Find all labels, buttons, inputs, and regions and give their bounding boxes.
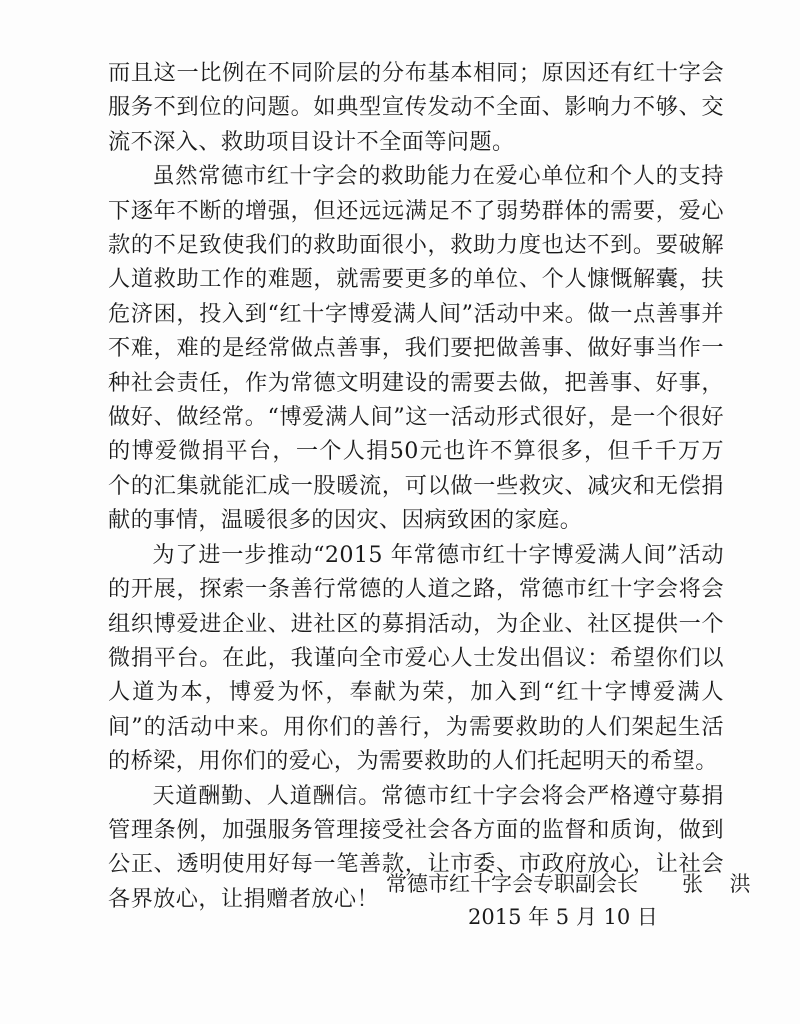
signer-title: 常德市红十字会专职副会长 xyxy=(386,872,638,896)
signature-block xyxy=(386,868,761,898)
letter-date: 2015 年 5 月 10 日 xyxy=(468,905,658,929)
paragraph: 为了进一步推动“2015 年常德市红十字博爱满人间”活动的开展，探索一条善行常德的人道之路，常德市红十字会将会组织博爱进企业、进社区的募捐活动，为企业、社区提供一个微捐平台。在此，我谨向全市爱心人士发出倡议：希望你们以人道为本，博爱为怀，奉献为荣，加入到“红十字博爱满人间”的活动中来。用你们的善行，为需要救助的人们架起生活的桥梁，用你们的爱心，为需要救助的人们托起明天的希望。 xyxy=(108,541,724,775)
paragraph: 虽然常德市红十字会的救助能力在爱心单位和个人的支持下逐年不断的增强，但还远远满足不了弱势群体的需要，爱心款的不足致使我们的救助面很小，救助力度也达不到。要破解人道救助工作的难题，就需要更多的单位、个人慷慨解囊，扶危济困，投入到“红十字博爱满人间”活动中来。做一点善事并不难，难的是经常做点善事，我们要把做善事、做好事当作一种社会责任，作为常德文明建设的需要去做，把善事、好事，做好、做经常。“博爱满人间”这一活动形式很好，是一个很好的博爱微捐平台，一个人捐50元也许不算很多，但千千万万个的汇集就能汇成一股暖流，可以做一些救灾、减灾和无偿捐献的事情，温暖很多的因灾、因病致困的家庭。 xyxy=(108,163,724,534)
signer-name: 张 洪 xyxy=(682,872,761,896)
paragraph-continued: 而且这一比例在不同阶层的分布基本相同；原因还有红十字会服务不到位的问题。如典型宣传发动不全面、影响力不够、交流不深入、救助项目设计不全面等问题。 xyxy=(108,60,724,155)
paragraph: 天道酬勤、人道酬信。常德市红十字会将会严格遵守募捐管理条例，加强服务管理接受社会各方面的监督和质询，做到公正、透明使用好每一笔善款，让市委、市政府放心，让社会各界放心，让捐赠者放心！ xyxy=(108,782,724,912)
letter-body xyxy=(108,56,724,916)
